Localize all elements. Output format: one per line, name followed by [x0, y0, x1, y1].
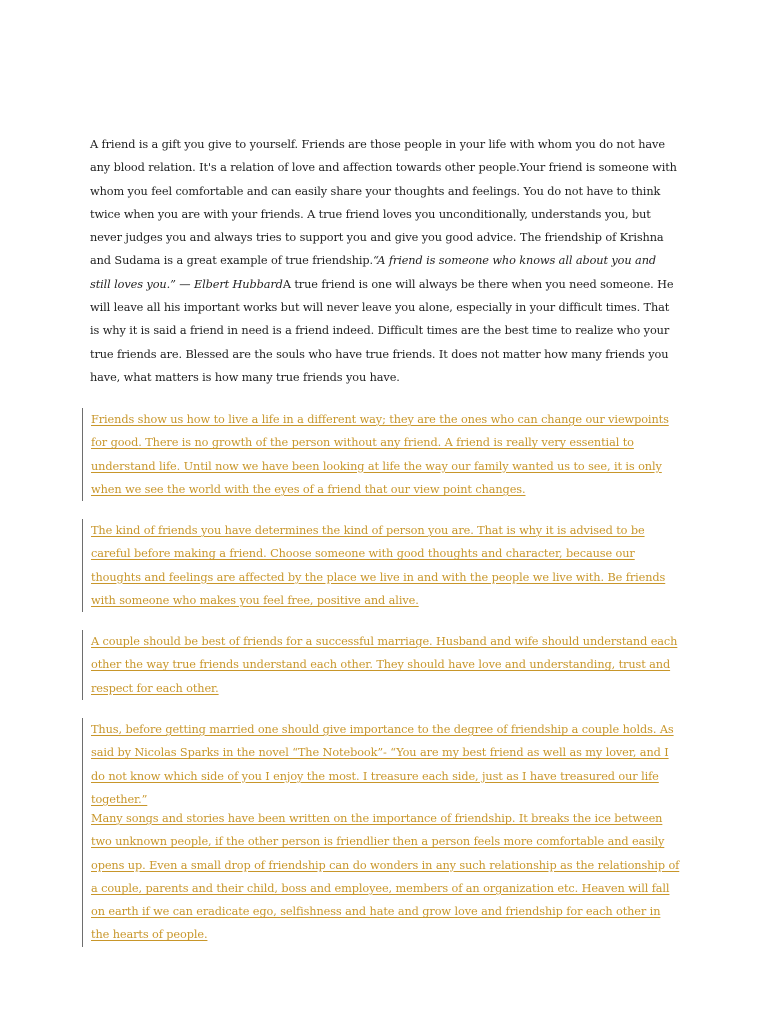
- tracked-paragraph: A couple should be best of friends for a successful marriage. Husband and wife should understand each other the way true friends understand each other. They should have love and understanding, trust and respect for each other.: [91, 635, 678, 695]
- tracked-change-block: [82, 718, 682, 811]
- tracked-change-block: [82, 807, 682, 947]
- tracked-paragraph: Many songs and stories have been written on the importance of friendship. It breaks the ice between two unknown people, if the other person is friendlier then a person feels more comfortable and easily opens up. Even a small drop of friendship can do wonders in any such relationship as the relationship of a couple, parents and their child, boss and employee, members of an organization etc. Heaven will fall on earth if we can eradicate ego, selfishness and hate and grow love and friendship for each other in the hearts of people.: [91, 812, 680, 942]
- tracked-paragraph: Thus, before getting married one should give importance to the degree of friendship a couple holds. As said by Nicolas Sparks in the novel “The Notebook”- “You are my best friend as well as my lover, and I do not know which side of you I enjoy the most. I treasure each side, just as I have treasured our life together.”: [91, 723, 674, 806]
- intro-paragraph: [90, 133, 680, 389]
- tracked-change-block: [82, 630, 682, 700]
- tracked-change-block: [82, 519, 682, 612]
- intro-text: A friend is a gift you give to yourself. Friends are those people in your life with whom you do not have any blood relation. It's a relation of love and affection towards other people.Your friend is someone with whom you feel comfortable and can easily share your thoughts and feelings. You do not have to think twice when you are with your friends. A true friend loves you unconditionally, understands you, but never judges you and always tries to support you and give you good advice. The friendship of Krishna and Sudama is a great example of true friendship.: [90, 138, 677, 268]
- tracked-paragraph: Friends show us how to live a life in a different way; they are the ones who can change our viewpoints for good. There is no growth of the person without any friend. A friend is really very essential to understand life. Until now we have been looking at life the way our family wanted us to see, it is only when we see the world with the eyes of a friend that our view point changes.: [91, 413, 669, 496]
- intro-text-continued: A true friend is one will always be there when you need someone. He will leave all his important works but will never leave you alone, especially in your difficult times. That is why it is said a friend in need is a friend indeed. Difficult times are the best time to realize who your true friends are. Blessed are the souls who have true friends. It does not matter how many friends you have, what matters is how many true friends you have.: [90, 277, 674, 384]
- tracked-paragraph: The kind of friends you have determines the kind of person you are. That is why it is advised to be careful before making a friend. Choose someone with good thoughts and character, because our thoughts and feelings are affected by the place we live in and with the people we live with. Be friends with someone who makes you feel free, positive and alive.: [91, 524, 666, 607]
- friendship-quote: “A friend is someone who knows all about you and still loves you.” — Elbert Hubbard: [90, 254, 656, 291]
- tracked-change-block: [82, 408, 682, 501]
